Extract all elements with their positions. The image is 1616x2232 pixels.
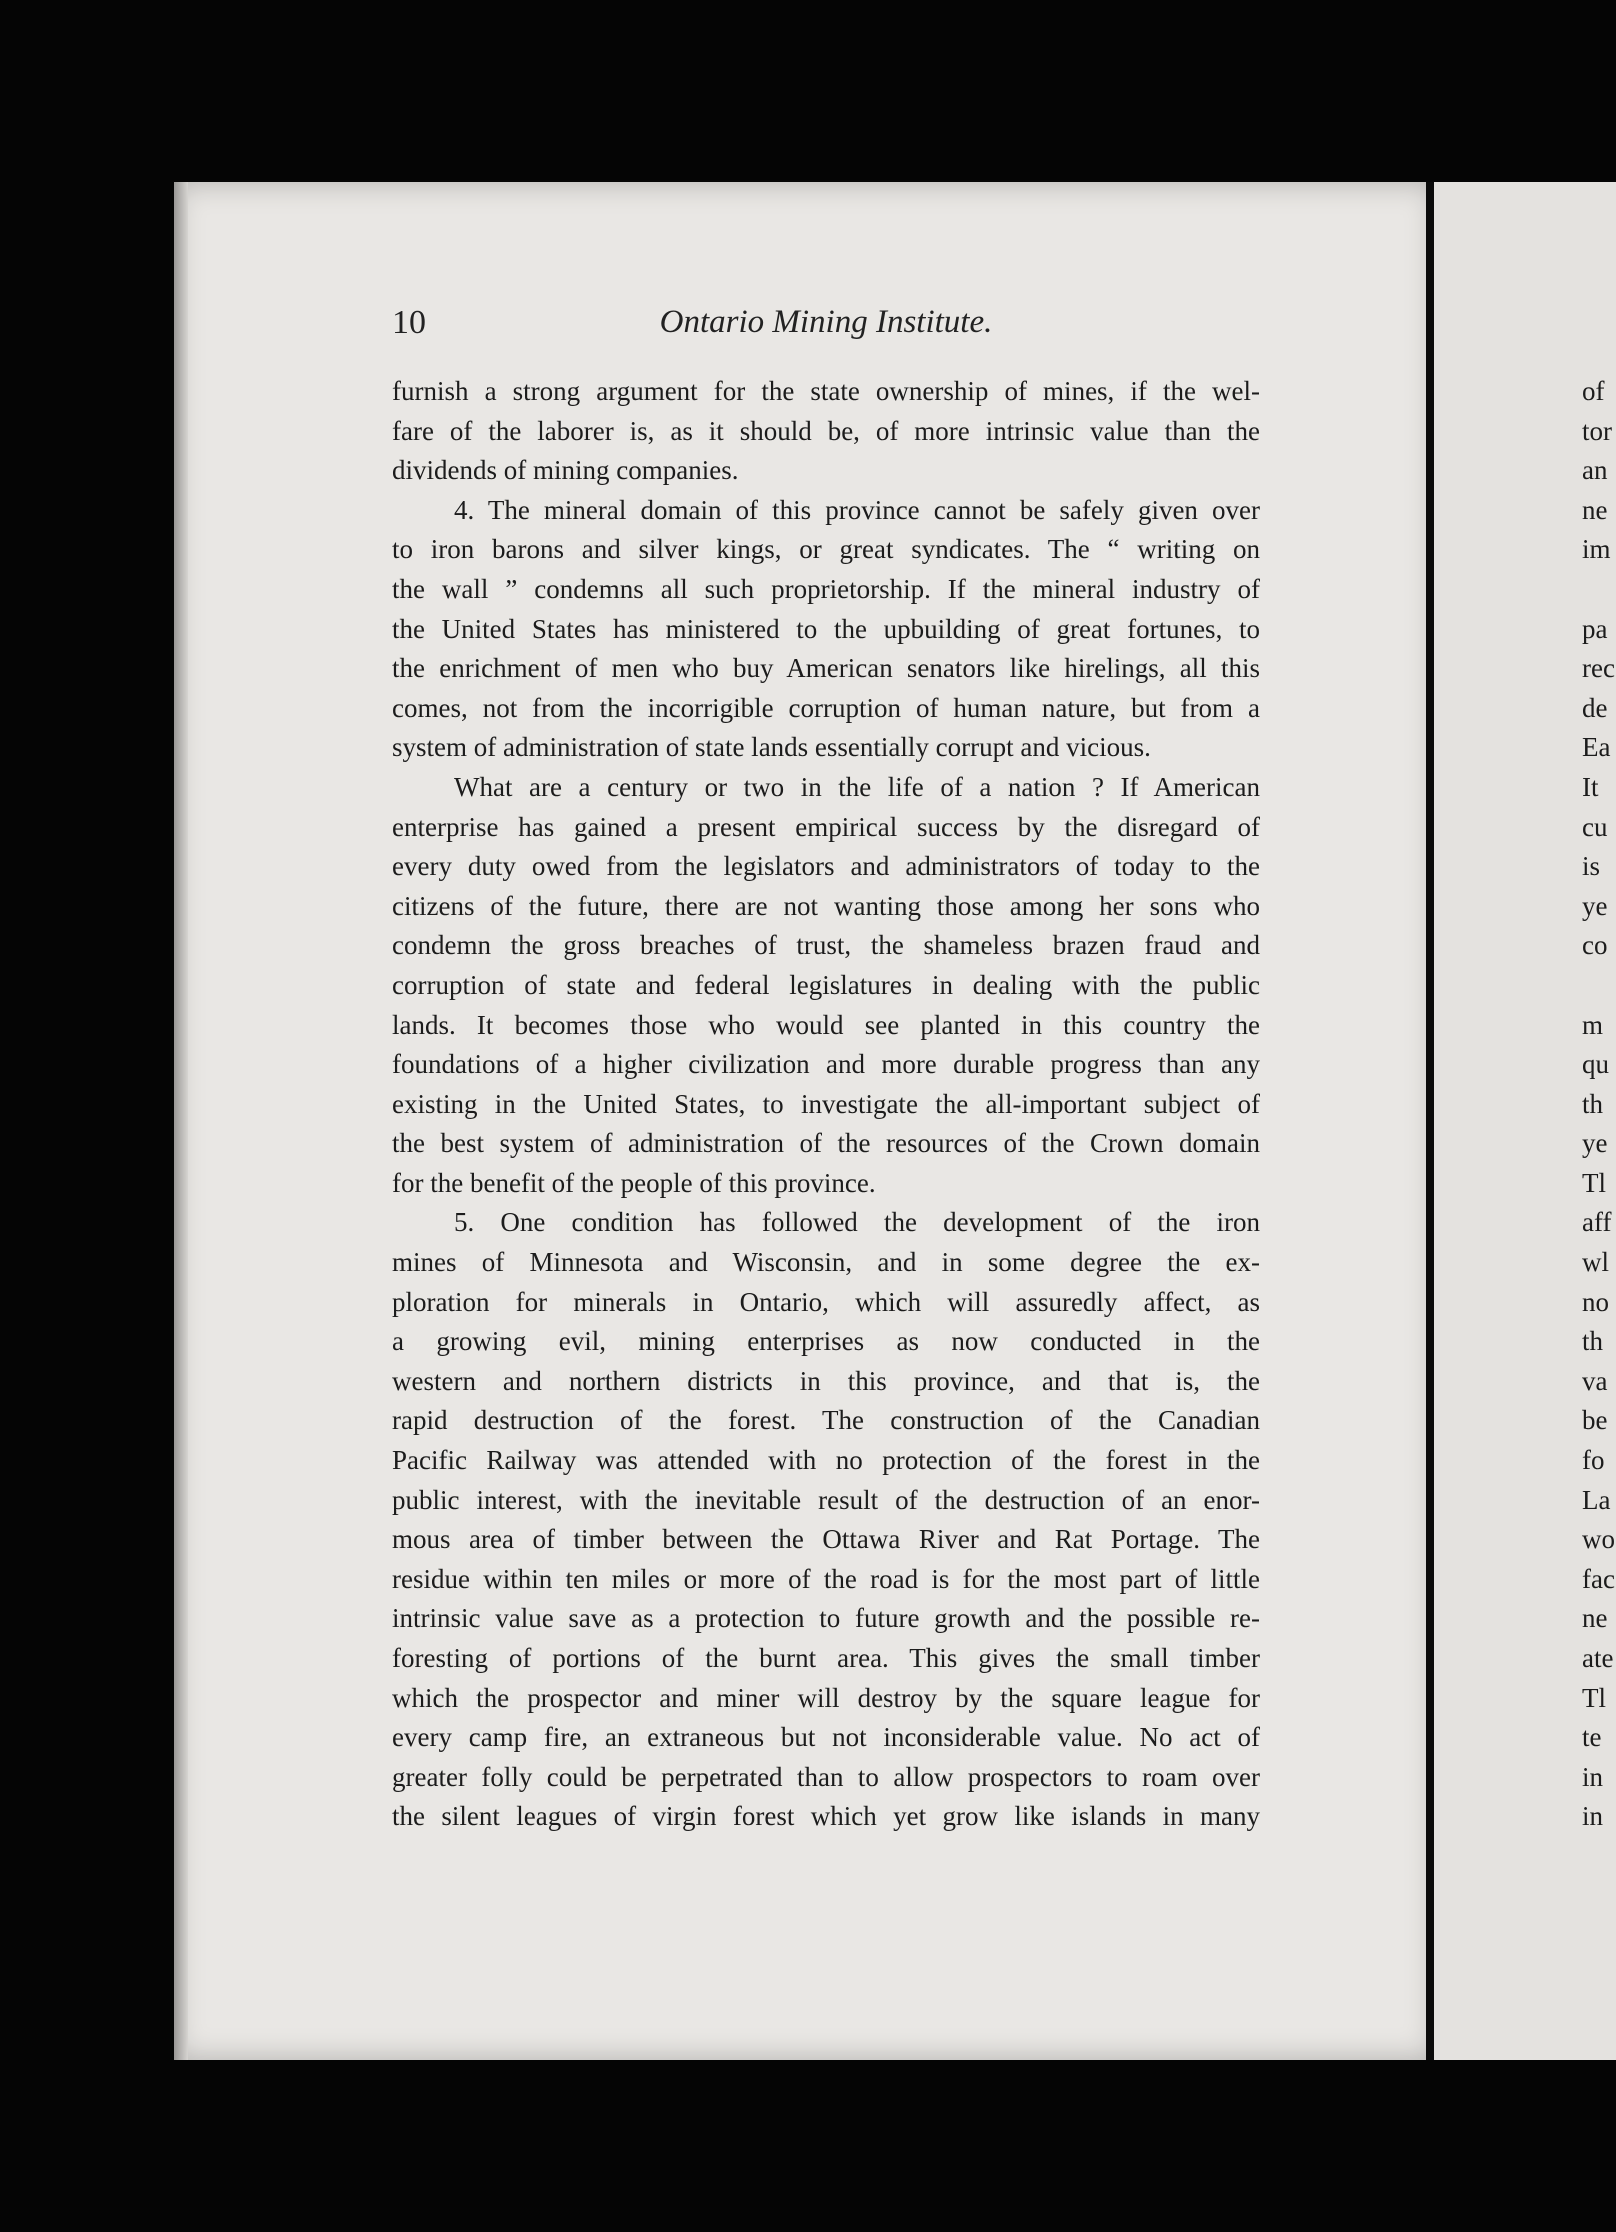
right-page-fragment: rec: [1582, 653, 1615, 684]
text-line: corruption of state and federal legislatures in dealing with the public: [392, 969, 1260, 1000]
text-line: the silent leagues of virgin forest which yet grow like islands in many: [392, 1801, 1260, 1832]
page-number: 10: [392, 304, 426, 341]
text-line: mines of Minnesota and Wisconsin, and in some degree the ex-: [392, 1247, 1260, 1278]
text-line: intrinsic value save as a protection to future growth and the possible re-: [392, 1603, 1260, 1634]
paragraph-start-line: What are a century or two in the life of a nation ? If American: [454, 771, 1260, 802]
right-page-fragment: [1582, 570, 1616, 610]
right-page-fragment: La: [1582, 1484, 1611, 1515]
text-line: every duty owed from the legislators and administrators of today to the: [392, 851, 1260, 882]
text-line: rapid destruction of the forest. The construction of the Canadian: [392, 1405, 1260, 1436]
right-page-fragment: fo: [1582, 1445, 1605, 1476]
text-line: to iron barons and silver kings, or great syndicates. The “ writing on: [392, 534, 1260, 565]
text-line: citizens of the future, there are not wanting those among her sons who: [392, 890, 1260, 921]
paragraph-start-line: 4. The mineral domain of this province cannot be safely given over: [454, 494, 1260, 525]
right-page-fragment: im: [1582, 534, 1611, 565]
text-line: the United States has ministered to the upbuilding of great fortunes, to: [392, 613, 1260, 644]
text-line: comes, not from the incorrigible corruption of human nature, but from a: [392, 692, 1260, 723]
text-line: a growing evil, mining enterprises as now conducted in the: [392, 1326, 1260, 1357]
right-page-fragment: Tl: [1582, 1167, 1606, 1198]
text-line: system of administration of state lands essentially corrupt and vicious.: [392, 732, 1151, 763]
text-line: mous area of timber between the Ottawa River and Rat Portage. The: [392, 1524, 1260, 1555]
text-line: Pacific Railway was attended with no protection of the forest in the: [392, 1445, 1260, 1476]
page-gutter: [1426, 182, 1434, 2060]
text-line: dividends of mining companies.: [392, 455, 739, 486]
text-line: western and northern districts in this province, and that is, the: [392, 1365, 1260, 1396]
right-page-fragment: m: [1582, 1009, 1604, 1040]
right-page-fragment: tor: [1582, 415, 1612, 446]
right-page-fragment: co: [1582, 930, 1608, 961]
right-page-fragment: ye: [1582, 1128, 1608, 1159]
text-line: every camp fire, an extraneous but not inconsiderable value. No act of: [392, 1722, 1260, 1753]
right-page-fragment: qu: [1582, 1049, 1609, 1080]
right-page-fragment: no: [1582, 1286, 1609, 1317]
text-line: furnish a strong argument for the state ownership of mines, if the wel-: [392, 376, 1260, 406]
right-page-fragment: of: [1582, 376, 1605, 406]
right-page-fragment: fac: [1582, 1563, 1615, 1594]
right-page-fragment: cu: [1582, 811, 1608, 842]
text-line: greater folly could be perpetrated than to allow prospectors to roam over: [392, 1761, 1260, 1792]
right-page-fragment: ate: [1582, 1643, 1614, 1673]
right-page-fragments: [1582, 372, 1616, 1837]
right-page-fragment: in: [1582, 1801, 1604, 1832]
right-page-fragment: de: [1582, 692, 1608, 723]
right-page-fragment: It: [1582, 771, 1599, 802]
right-page-fragment: wo: [1582, 1524, 1615, 1555]
right-page-fragment: Tl: [1582, 1682, 1606, 1713]
right-page-fragment: aff: [1582, 1207, 1612, 1238]
running-title: Ontario Mining Institute.: [659, 304, 993, 340]
text-line: existing in the United States, to investigate the all-important subject of: [392, 1088, 1260, 1119]
right-page-fragment: ye: [1582, 890, 1608, 921]
text-line: which the prospector and miner will destroy by the square league for: [392, 1682, 1260, 1713]
text-line: condemn the gross breaches of trust, the shameless brazen fraud and: [392, 930, 1260, 961]
text-line: residue within ten miles or more of the road is for the most part of little: [392, 1563, 1260, 1594]
right-page-fragment: is: [1582, 851, 1601, 882]
page-header: [392, 304, 1260, 352]
right-page-fragment: in: [1582, 1761, 1604, 1792]
text-line: the wall ” condemns all such proprietorship. If the mineral industry of: [392, 573, 1260, 604]
text-line: ploration for minerals in Ontario, which will assuredly affect, as: [392, 1286, 1260, 1317]
right-page-fragment: te: [1582, 1722, 1602, 1753]
text-line: for the benefit of the people of this province.: [392, 1167, 876, 1198]
text-line: the best system of administration of the resources of the Crown domain: [392, 1128, 1260, 1159]
right-page-fragment: [1582, 966, 1616, 1006]
right-page-fragment: ne: [1582, 494, 1608, 525]
text-line: enterprise has gained a present empirical success by the disregard of: [392, 811, 1260, 842]
text-line: lands. It becomes those who would see planted in this country the: [392, 1009, 1260, 1040]
text-line: fare of the laborer is, as it should be, of more intrinsic value than the: [392, 415, 1260, 446]
paragraph-start-line: 5. One condition has followed the development of the iron: [454, 1207, 1260, 1238]
text-line: foresting of portions of the burnt area. This gives the small timber: [392, 1643, 1260, 1673]
right-page-fragment: pa: [1582, 613, 1608, 644]
right-page-fragment: wl: [1582, 1247, 1609, 1278]
text-line: foundations of a higher civilization and more durable progress than any: [392, 1049, 1260, 1080]
text-line: the enrichment of men who buy American senators like hirelings, all this: [392, 653, 1260, 684]
right-page-fragment: Ea: [1582, 732, 1611, 763]
right-page-fragment: th: [1582, 1326, 1604, 1357]
right-page-fragment: ne: [1582, 1603, 1608, 1634]
right-page-fragment: be: [1582, 1405, 1608, 1436]
right-page-fragment: th: [1582, 1088, 1604, 1119]
body-text: [392, 372, 1260, 1837]
right-page-fragment: an: [1582, 455, 1608, 486]
right-page-fragment: va: [1582, 1365, 1608, 1396]
text-line: public interest, with the inevitable result of the destruction of an enor-: [392, 1484, 1260, 1515]
